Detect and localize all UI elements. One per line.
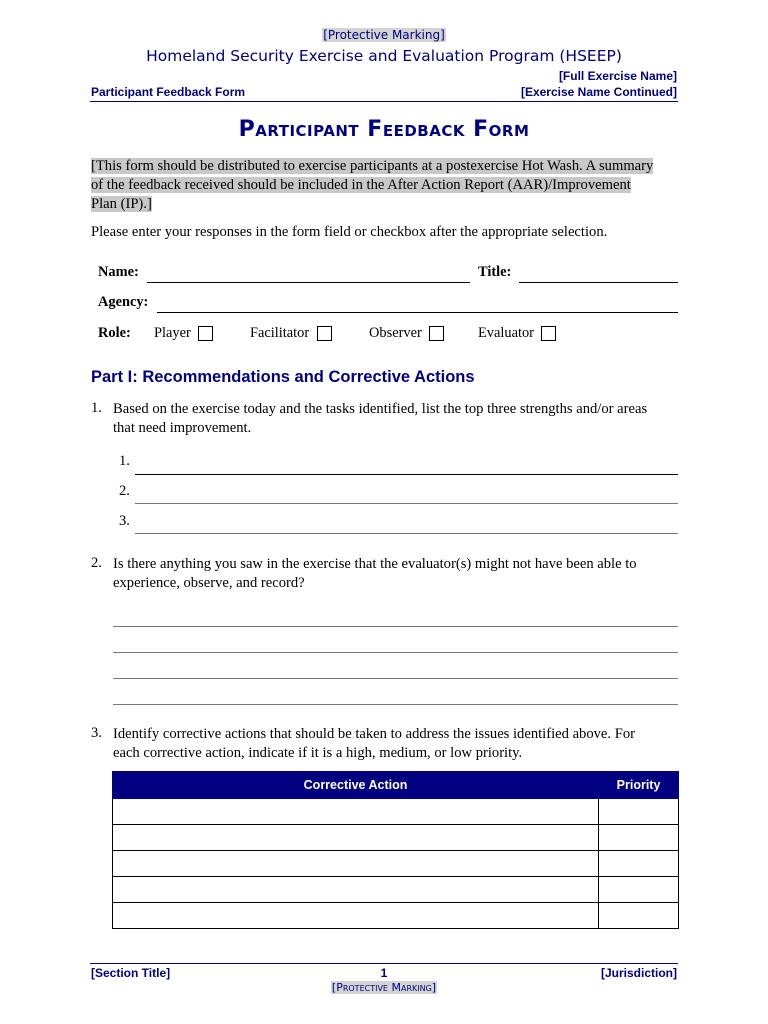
agency-label: Agency: <box>98 294 149 310</box>
answer-number: 1. <box>119 453 130 469</box>
question-1-text: Based on the exercise today and the tasks identified, list the top three strengths and/or areas that need improvement. <box>113 401 648 436</box>
role-evaluator-checkbox[interactable] <box>541 326 556 341</box>
role-evaluator-label: Evaluator <box>478 325 534 341</box>
distribution-note <box>91 157 681 213</box>
page-number: 1 <box>380 966 388 980</box>
response-line[interactable] <box>113 652 678 653</box>
name-field[interactable] <box>147 282 470 283</box>
table-row <box>113 799 679 825</box>
note-line: [This form should be distributed to exercise participants at a postexercise Hot Wash. A summary <box>91 158 654 174</box>
corrective-action-table <box>112 771 679 929</box>
response-line[interactable] <box>113 704 678 705</box>
corrective-action-cell[interactable] <box>113 903 599 929</box>
note-line: Plan (IP).] <box>91 195 152 212</box>
table-row <box>113 903 679 929</box>
response-line[interactable] <box>113 626 678 627</box>
footer-section-title: [Section Title] <box>91 966 171 980</box>
corrective-action-cell[interactable] <box>113 851 599 877</box>
title-label: Title: <box>478 264 512 280</box>
title-field[interactable] <box>519 282 678 283</box>
footer-divider <box>90 963 678 964</box>
role-facilitator-label: Facilitator <box>250 325 310 341</box>
question-3-text: Identify corrective actions that should be taken to address the issues identified above. For each corrective action, indicate if it is a high, medium, or low priority. <box>113 726 635 761</box>
page-title: Participant Feedback Form <box>238 117 530 142</box>
note-line: of the feedback received should be included in the After Action Report (AAR)/Improvement <box>91 176 631 193</box>
role-facilitator-checkbox[interactable] <box>317 326 332 341</box>
full-exercise-name: [Full Exercise Name] <box>558 69 677 83</box>
program-title: Homeland Security Exercise and Evaluation Program (HSEEP) <box>146 47 622 65</box>
priority-cell[interactable] <box>599 903 679 929</box>
answer-number: 2. <box>119 483 130 499</box>
exercise-name-continued: [Exercise Name Continued] <box>520 85 677 99</box>
top-protective-marking: [Protective Marking] <box>323 28 445 42</box>
table-header-row <box>113 772 679 799</box>
table-row <box>113 877 679 903</box>
footer-jurisdiction: [Jurisdiction] <box>600 966 677 980</box>
role-player-checkbox[interactable] <box>198 326 213 341</box>
answer-2-field[interactable] <box>135 503 678 504</box>
priority-cell[interactable] <box>599 851 679 877</box>
instructions-text: Please enter your responses in the form field or checkbox after the appropriate selection. <box>91 224 608 240</box>
question-number: 2. <box>91 555 102 571</box>
question-number: 1. <box>91 400 102 416</box>
priority-cell[interactable] <box>599 825 679 851</box>
question-number: 3. <box>91 725 102 741</box>
section-heading-part1: Part I: Recommendations and Corrective Actions <box>91 368 475 386</box>
corrective-action-cell[interactable] <box>113 877 599 903</box>
bottom-protective-marking: [Protective Marking] <box>331 981 437 994</box>
priority-cell[interactable] <box>599 877 679 903</box>
corrective-action-cell[interactable] <box>113 799 599 825</box>
agency-field[interactable] <box>157 312 678 313</box>
role-observer-checkbox[interactable] <box>429 326 444 341</box>
response-line[interactable] <box>113 678 678 679</box>
name-label: Name: <box>98 264 139 280</box>
priority-header: Priority <box>599 772 679 799</box>
priority-cell[interactable] <box>599 799 679 825</box>
role-label: Role: <box>98 325 131 341</box>
table-row <box>113 851 679 877</box>
header-divider <box>90 101 678 102</box>
corrective-action-header: Corrective Action <box>113 772 599 799</box>
answer-1-field[interactable] <box>135 474 678 475</box>
role-observer-label: Observer <box>369 325 422 341</box>
role-player-label: Player <box>154 325 191 341</box>
answer-3-field[interactable] <box>135 533 678 534</box>
table-row <box>113 825 679 851</box>
corrective-action-cell[interactable] <box>113 825 599 851</box>
question-2-text: Is there anything you saw in the exercise that the evaluator(s) might not have been able to experience, observe, and record? <box>113 556 637 591</box>
answer-number: 3. <box>119 513 130 529</box>
header-form-label: Participant Feedback Form <box>91 85 246 99</box>
